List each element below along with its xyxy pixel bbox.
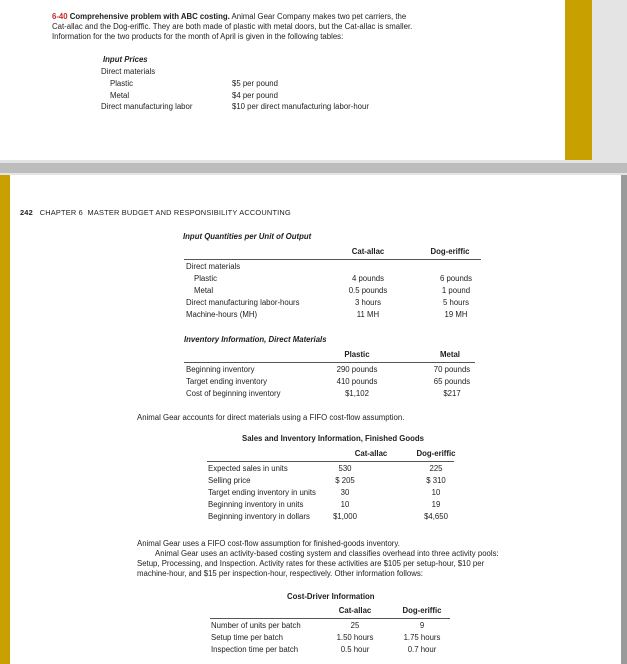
inventory-dm-heading: Inventory Information, Direct Materials	[184, 335, 327, 344]
scroll-edge	[621, 175, 627, 664]
cost-driver-heading: Cost-Driver Information	[287, 592, 375, 601]
inventory-dm-cell: $1,102	[345, 389, 369, 398]
quantities-row-label: Metal	[194, 286, 214, 295]
inventory-dm-cell: $217	[443, 389, 461, 398]
table-rule	[184, 362, 475, 363]
problem-intro-line-2: Cat-allac and the Dog-eriffic. They are both made of plastic with metal doors, but the Cat-allac is smaller.	[52, 22, 413, 31]
input-prices-heading: Input Prices	[103, 55, 148, 64]
cost-driver-cell: 1.50 hours	[336, 633, 374, 642]
sales-row-label: Selling price	[208, 476, 251, 485]
inventory-dm-row-label: Beginning inventory	[186, 365, 255, 374]
problem-number: 6-40	[52, 12, 68, 21]
sales-cell: 225	[429, 464, 443, 473]
paragraph-line-1: Animal Gear uses a FIFO cost-flow assumption for finished-goods inventory.	[137, 539, 400, 548]
page-gap	[0, 163, 627, 173]
quantities-col-header: Cat-allac	[351, 247, 385, 256]
table-rule	[210, 618, 450, 619]
quantities-cell: 11 MH	[356, 310, 380, 319]
quantities-row-label: Direct materials	[186, 262, 241, 271]
cost-driver-cell: 9	[419, 621, 425, 630]
input-prices-value: $5 per pound	[232, 79, 278, 88]
quantities-row-label: Direct manufacturing labor-hours	[186, 298, 300, 307]
cost-driver-cell: 0.5 hour	[340, 645, 370, 654]
quantities-row-label: Plastic	[194, 274, 217, 283]
quantities-cell: 6 pounds	[439, 274, 473, 283]
problem-intro-line-1	[52, 12, 406, 22]
page-number: 242	[20, 208, 33, 217]
sales-row-label: Target ending inventory in units	[208, 488, 316, 497]
sales-cell: $4,650	[424, 512, 448, 521]
paragraph-line-4: machine-hour, and $15 per inspection-hour, respectively. Other information follows:	[137, 569, 423, 578]
inventory-dm-row-label: Target ending inventory	[186, 377, 268, 386]
input-prices-value: $10 per direct manufacturing labor-hour	[232, 102, 369, 111]
inventory-dm-col-header: Plastic	[344, 350, 370, 359]
problem-title: Comprehensive problem with ABC costing.	[69, 12, 230, 21]
cost-driver-row-label: Inspection time per batch	[211, 645, 299, 654]
cost-driver-col-header: Dog-eriffic	[402, 606, 442, 615]
cost-driver-cell: 1.75 hours	[403, 633, 441, 642]
table-rule	[207, 461, 454, 462]
inventory-dm-cell: 410 pounds	[336, 377, 378, 386]
inventory-dm-col-header: Metal	[440, 350, 460, 359]
sales-col-header: Dog-eriffic	[416, 449, 456, 458]
input-prices-label: Direct manufacturing labor	[101, 102, 193, 111]
table-rule	[184, 259, 481, 260]
problem-intro-line-3: Information for the two products for the month of April is given in the following tables:	[52, 32, 344, 41]
sales-row-label: Beginning inventory in units	[208, 500, 304, 509]
paragraph-line-2: Animal Gear uses an activity-based costing system and classifies overhead into three activity pools:	[155, 549, 499, 558]
quantities-cell: 19 MH	[444, 310, 468, 319]
paragraph-line-3: Setup, Processing, and Inspection. Activity rates for these activities are $105 per setup-hour, $10 per	[137, 559, 485, 568]
quantities-heading: Input Quantities per Unit of Output	[183, 232, 312, 241]
inventory-dm-cell: 70 pounds	[433, 365, 471, 374]
sales-cell: $1,000	[333, 512, 357, 521]
cost-driver-cell: 0.7 hour	[407, 645, 437, 654]
sales-heading: Sales and Inventory Information, Finished Goods	[242, 434, 424, 443]
sales-cell: 10	[340, 500, 350, 509]
gold-margin-bar-left	[0, 175, 10, 664]
sales-cell: $ 310	[426, 476, 446, 485]
sales-cell: 530	[338, 464, 352, 473]
quantities-cell: 0.5 pounds	[348, 286, 388, 295]
input-prices-label: Metal	[110, 91, 130, 100]
fifo-note: Animal Gear accounts for direct materials using a FIFO cost-flow assumption.	[137, 413, 405, 422]
chapter-title: MASTER BUDGET AND RESPONSIBILITY ACCOUNTING	[87, 208, 291, 217]
cost-driver-row-label: Setup time per batch	[211, 633, 283, 642]
input-prices-label: Direct materials	[101, 67, 156, 76]
sales-cell: $ 205	[335, 476, 355, 485]
sales-cell: 30	[340, 488, 350, 497]
quantities-cell: 4 pounds	[351, 274, 385, 283]
quantities-cell: 5 hours	[442, 298, 469, 307]
running-head	[20, 208, 291, 218]
quantities-row-label: Machine-hours (MH)	[186, 310, 258, 319]
inventory-dm-cell: 65 pounds	[433, 377, 471, 386]
problem-intro-text-1: Animal Gear Company makes two pet carriers, the	[231, 12, 407, 21]
sales-cell: 10	[431, 488, 441, 497]
sales-row-label: Beginning inventory in dollars	[208, 512, 310, 521]
input-prices-label: Plastic	[110, 79, 133, 88]
quantities-cell: 3 hours	[354, 298, 381, 307]
gold-margin-bar	[565, 0, 592, 160]
quantities-col-header: Dog-eriffic	[430, 247, 470, 256]
chapter-label: CHAPTER 6	[39, 208, 83, 217]
cost-driver-cell: 25	[350, 621, 360, 630]
input-prices-value: $4 per pound	[232, 91, 278, 100]
sales-col-header: Cat-allac	[354, 449, 388, 458]
inventory-dm-cell: 290 pounds	[336, 365, 378, 374]
inventory-dm-row-label: Cost of beginning inventory	[186, 389, 281, 398]
cost-driver-col-header: Cat-allac	[338, 606, 372, 615]
quantities-cell: 1 pound	[441, 286, 471, 295]
sales-row-label: Expected sales in units	[208, 464, 288, 473]
cost-driver-row-label: Number of units per batch	[211, 621, 301, 630]
sales-cell: 19	[431, 500, 441, 509]
